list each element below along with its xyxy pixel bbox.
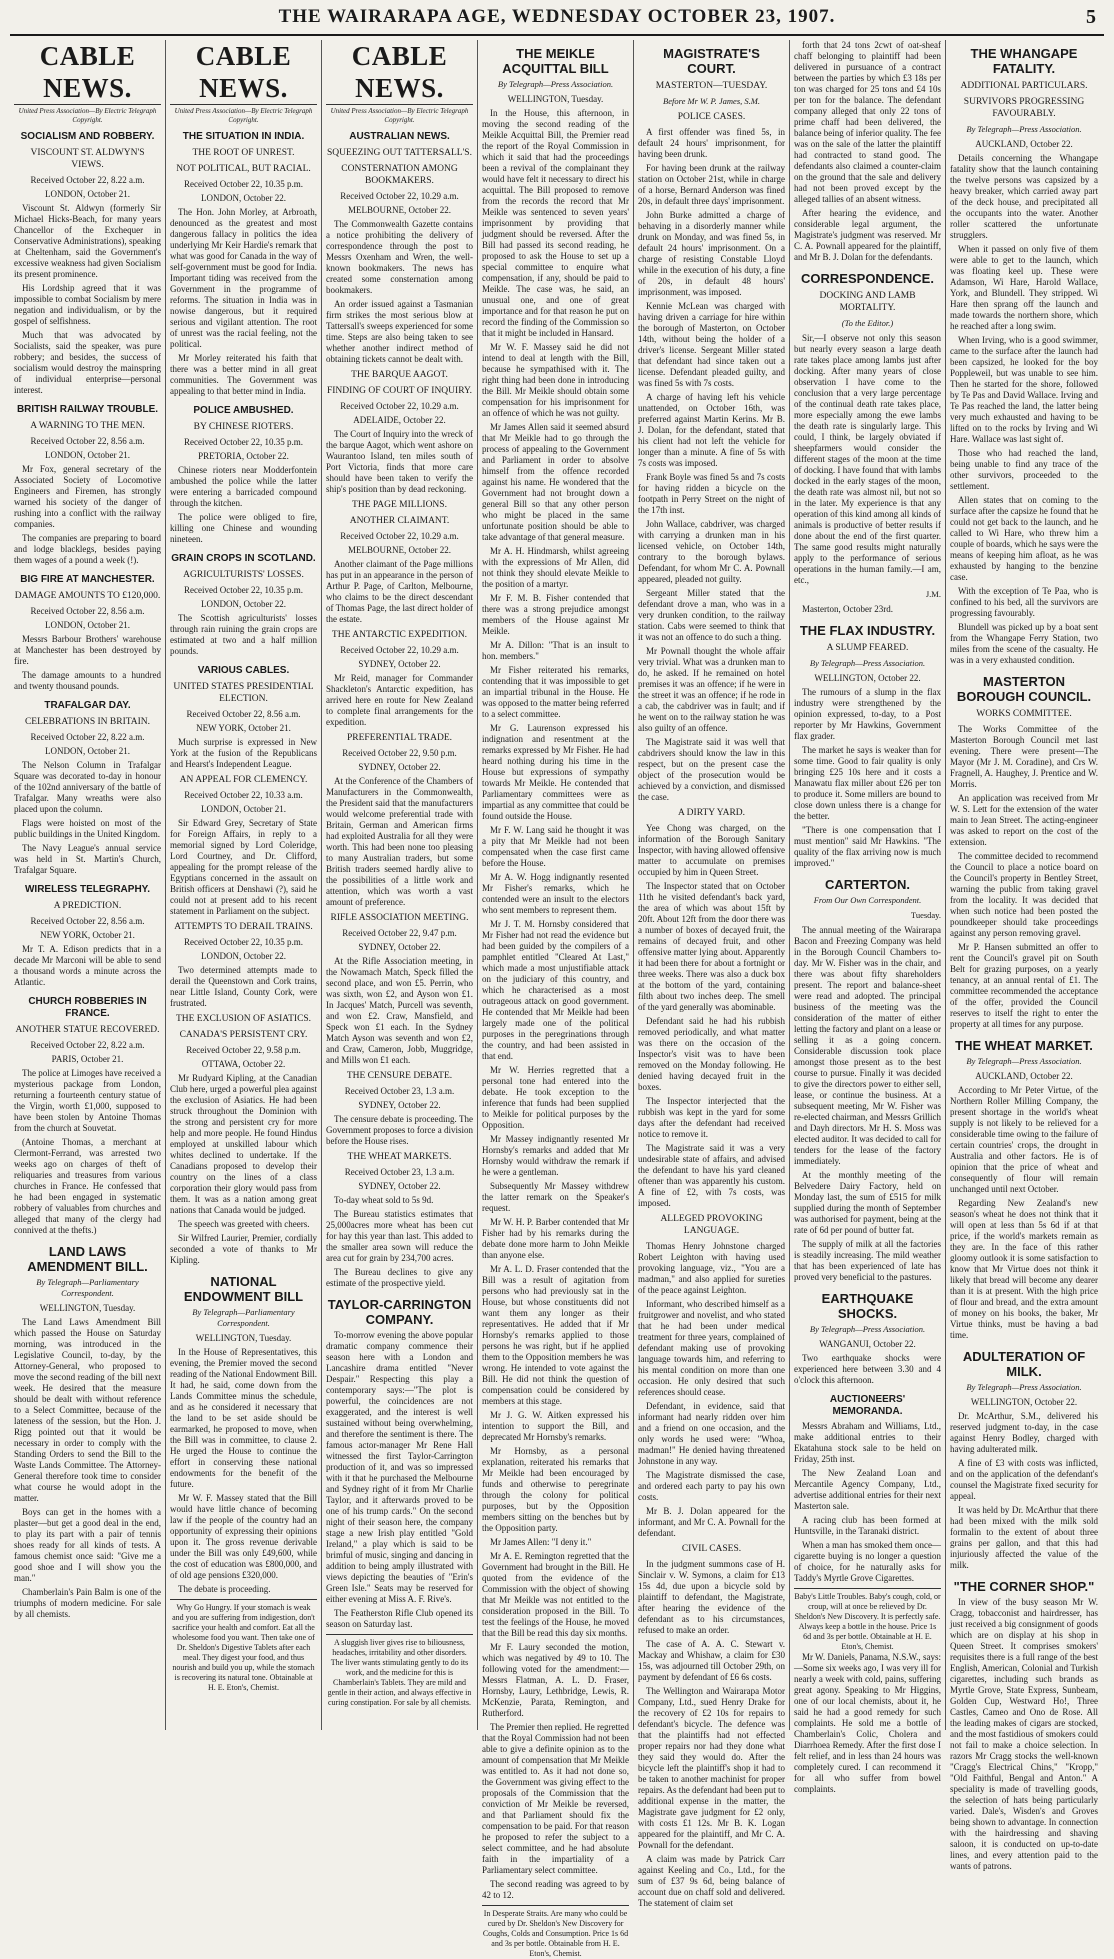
paragraph: The Court of Inquiry into the wreck of the barque Aagot, which went ashore on Waurantoo Island, ten miles south of Port Victoria, finds that more care should have been taken to verify the ship's position than by dead reckoning. <box>326 429 473 494</box>
paragraph: Mr T. A. Edison predicts that in a decade Mr Marconi will be able to send a thousand words a minute across the Atlantic. <box>14 944 161 987</box>
headline: EARTHQUAKE SHOCKS. <box>821 1291 914 1321</box>
received-line: Received October 23, 1.3 a.m. <box>344 1167 455 1177</box>
paragraph: Subsequently Mr Massey withdrew the latter remark on the Speaker's request. <box>482 1181 629 1213</box>
paragraph: The Magistrate said it was well that cabdrivers should know the law in this respect, but on the present case the object of the prosecution would be achieved by a conviction, and dismissed the case. <box>638 737 785 802</box>
received-line: Received October 22, 8.56 a.m. <box>30 916 145 926</box>
paragraph: Kennie McLean was charged with having driven a carriage for hire within the borough of Masterton, on October 14th, without being the holder of a driver's license. Sergeant Miller stated that defendant had since taken out a license. Defendant pleaded guilty, and was fined 5s with 7s costs. <box>638 301 785 388</box>
paragraph: Mr Fisher reiterated his remarks, contending that it was impossible to get an impartial tribunal in the House. He was opposed to the matter being referred to a select committee. <box>482 665 629 719</box>
paragraph: Allen states that on coming to the surface after the capsize he found that he could not get back to the launch, and he called to Wi Hare, who threw him a couple of boards, which he says were the means of keeping him afloat, as he was exhausted by hanging to the benzine case. <box>950 495 1098 582</box>
column-1 <box>10 40 166 1730</box>
paragraph: Informant, who described himself as a fruitgrower and novelist, and who stated that he had been under medical treatment for three years, complained of defendant making use of provoking language towards him, and referring to his mental condition on more than one occasion. He only desired that such references should cease. <box>638 1299 785 1397</box>
paragraph: Mr Fox, general secretary of the Associated Society of Locomotive Engineers and Firemen, has strongly warned his society of the danger of rushing into a conflict with the railway companies. <box>14 464 161 529</box>
paragraph: An application was received from Mr W. S. Lett for the extension of the water main to Jean Street. The acting-engineer was asked to report on the cost of the extension. <box>950 793 1098 847</box>
paragraph: The annual meeting of the Wairarapa Bacon and Freezing Company was held in the Borough Council Chambers to-day. Mr W. Fisher was in the chair, and there was about fifty shareholders present. The report and balance-sheet were read and adopted. The principal business of the meeting was the consideration of the matter of either letting the factory and plant on a lease or selling it as a going concern. Considerable discussion took place amongst those present as to the best course to pursue. Finally it was decided to give the directors power to either sell, lease, or continue the business. At a subsequent meeting, Mr W. Fisher was re-elected chairman, and Messrs Grillich and Dayh directors. Mr H. S. Moss was elected auditor. It was decided to call for tenders for the lease of the factory immediately. <box>794 925 941 1166</box>
dateline: WELLINGTON, Tuesday. <box>195 1333 292 1343</box>
article-fire <box>14 574 161 692</box>
paragraph: The Featherston Rifle Club opened its season on Saturday last. <box>326 1608 473 1629</box>
advertisement: A sluggish liver gives rise to biliousness, headaches, irritability and other disorders. The liver wants stimulating gently to do its work, and the medicine for this is Chamberlain's Tablets. They are mild and gentle in their action, and always effective in curing constipation. For sale by all chemists. <box>326 1634 473 1708</box>
article-land-laws <box>14 1244 161 1620</box>
paragraph: Mr A. W. Hogg indignantly resented Mr Fisher's remarks, which he contended were an insult to the electors who sent members to represent them. <box>482 872 629 915</box>
paragraph: Those who had reached the land, being unable to find any trace of the other survivors, proceeded to the settlement. <box>950 448 1098 491</box>
subheadline: CELEBRATIONS IN BRITAIN. <box>24 717 151 727</box>
dateline: NEW YORK, October 21. <box>196 723 291 733</box>
paragraph: For having been drunk at the railway station on October 21st, while in charge of a horse, Bernard Anderson was fined 20s, in default three days' imprisonment. <box>638 163 785 206</box>
article-wireless <box>14 884 161 988</box>
dateline: MASTERTON—TUESDAY. <box>655 81 768 91</box>
paragraph: In view of the busy season Mr W. Cragg, tobacconist and hairdresser, has just received a big consignment of goods which are on display at his shop in Queen Street. It comprises smokers' requisites there is a full range of the best English, American, Colonial and Turkish cigarettes, including such brands as Myrtle Grove, State Express, Sunbeam, Golden Cup, Westward Ho!, Three Castles, Cameo and Ono de Rose. All the leading makes of cigars are stocked, and the most fastidious of smokers could not fail to make a choice selection. In razors Mr Cragg stocks the well-known "Cragg's Electrical Chins," "Kropp," "Old Faithful, Bengal and Anton." A speciality is made of travelling goods, the selection of hats being particularly varied. Dale's, Wisden's and Groves being shown to advantage. In connection with the hairdressing and shaving saloon, it is conducted on up-to-date lines, and every attention paid to the wants of patrons. <box>950 1597 1098 1871</box>
paragraph: Thomas Henry Johnstone charged Robert Leighton with having used provoking language, viz., "You are a madman," and also applied for sureties of the peace against Leighton. <box>638 1241 785 1295</box>
received-line: Received October 22, 9.50 p.m. <box>342 748 457 758</box>
subheadline: PREFERENTIAL TRADE. <box>346 733 453 743</box>
masthead-title: THE WAIRARAPA AGE, WEDNESDAY OCTOBER 23, 1907. <box>278 6 836 27</box>
article-magistrates-court <box>638 46 785 1909</box>
headline: LAND LAWS AMENDMENT BILL. <box>27 1244 148 1274</box>
paragraph: Dr. McArthur, S.M., delivered his reserved judgment to-day, in the case against Henry Bodley, charged with having adulterated milk. <box>950 1411 1098 1454</box>
paragraph: The Inspector interjected that the rubbish was kept in the yard for some days after the defendant had received notice to remove it. <box>638 1096 785 1139</box>
dateline: PRETORIA, October 22. <box>198 451 289 461</box>
paragraph: Mr W. H. P. Barber contended that Mr Fisher had by his remarks during the debate done more harm to John Meikle than anyone else. <box>482 1217 629 1260</box>
paragraph: Mr A. E. Remington regretted that the Government had brought in the Bill. He quoted from the evidence of the Commission with the object of showing that Mr Meikle was not entitled to the consideration proposed in the Bill. To test the feelings of the House, he moved that the Bill be read this day six months. <box>482 1551 629 1638</box>
subheadline: ADDITIONAL PARTICULARS. <box>960 81 1088 91</box>
paragraph: Mr J. T. M. Hornsby considered that Mr Fisher had not read the evidence but had been guided by the compilers of a pamphlet entitled "Cleared At Last," which made a most unjustifiable attack on the judiciary of this country, and which he characterised as a most outrageous attack on good government. He contended that Mr Meikle had been largely made one of the political purposes in the peregrinations through the country, and had been assisted in that end. <box>482 919 629 1061</box>
paragraph: (Antoine Thomas, a merchant at Clermont-Ferrand, was arrested two weeks ago on charges of theft of reliquaries and treasures from various churches in France. He confessed that he had been engaged in systematic robbery of valuables from churches and alleged that many of the clergy had connived at the thefts.) <box>14 1137 161 1235</box>
dateline: WELLINGTON, October 22. <box>970 1397 1078 1407</box>
headline: BRITISH RAILWAY TROUBLE. <box>16 404 159 415</box>
article-wheat-market <box>950 1038 1098 1341</box>
received-line: Received October 22, 10.33 a.m. <box>184 790 303 800</box>
paragraph: A first offender was fined 5s, in default 24 hours' imprisonment, for having been drunk. <box>638 127 785 159</box>
paragraph: Masterton, October 23rd. <box>802 604 893 614</box>
article-whangape <box>950 46 1098 666</box>
copyright-line: United Press Association—By Electric Telegraph Copyright. <box>330 107 469 124</box>
page-number: 5 <box>1086 6 1096 28</box>
column-3 <box>322 40 478 1730</box>
headline: POLICE AMBUSHED. <box>193 405 294 416</box>
paragraph: Mr W. Herries regretted that a personal tone had entered into the debate. He took exception to the inference that funds had been supplied to Meikle for political purposes by the Opposition. <box>482 1065 629 1130</box>
article-trafalgar <box>14 700 161 876</box>
subheadline: POLICE CASES. <box>677 112 746 122</box>
paragraph: Chamberlain's Pain Balm is one of the triumphs of modern medicine. For sale by all chemists. <box>14 1587 161 1619</box>
dateline: WELLINGTON, October 22. <box>814 673 921 683</box>
paragraph: Mr A. Dillon: "That is an insult to hon. members." <box>482 640 629 661</box>
paragraph: The Navy League's annual service was held in St. Martin's Church, Trafalgar Square. <box>14 843 161 875</box>
paragraph: Mr F. Laury seconded the motion, which was negatived by 49 to 10. The following voted for the amendment:—Messrs Flatman, A. L. D. Fraser, Hornsby, Laury, Lethbridge, Lewis, R. McKenzie, Parata, Remington, and Rutherford. <box>482 1642 629 1718</box>
paragraph: At the Rifle Association meeting, in the Nowamach Match, Speck filled the second place, and won £5. Perrin, who was sixth, won £2, and Ayson won £1. In Jacques' Match, Purcell was seventh, and won £2. Craw, Mansfield, and Speck won £1 each. In the Sydney Match Ayson was seventh and won £2, and Craw, Cameron, Jobb, Muggridge, and Mills won £1 each. <box>326 956 473 1065</box>
paragraph: Mr A. H. Hindmarsh, whilst agreeing with the expressions of Mr Allen, did not think they should elevate Meikle to the position of a martyr. <box>482 546 629 589</box>
headline: THE MEIKLE ACQUITTAL BILL <box>502 46 609 76</box>
headline: THE WHEAT MARKET. <box>955 1038 1093 1053</box>
paragraph: Viscount St. Aldwyn (formerly Sir Michael Hicks-Beach, for many years Chancellor of the Exchequer in Conservative Administrations), speaking at Cheltenham, said the Government's excessive weakness had given Socialism its present prominence. <box>14 203 161 279</box>
received-line: Received October 22, 10.29 a.m. <box>340 191 459 201</box>
dateline: LONDON, October 22. <box>201 951 286 961</box>
paragraph: Two determined attempts made to derail the Queenstown and Cork trains, near Little Island, County Cork, were frustrated. <box>170 965 317 1008</box>
paragraph: Mr W. F. Massey said he did not intend to deal at length with the Bill, because he sympathised with it. The right thing had been done in introducing the Bill. Mr Meikle should obtain some compensation for his imprisonment for an offence of which he was not guilty. <box>482 342 629 418</box>
paragraph: Flags were hoisted on most of the public buildings in the United Kingdom. <box>14 818 161 839</box>
paragraph: The censure debate is proceeding. The Government proposes to force a division before the House rises. <box>326 1114 473 1146</box>
advertisement: Why Go Hungry. If your stomach is weak and you are suffering from indigestion, don't sacrifice your health and comfort. Eat all the wholesome food you want. Then take one of Dr. Sheldon's Digestive Tablets after each meal. They digest your food, and thus nourish and build you up, while the stomach is recovering its natural tone. Obtainable at H. E. Eton's, Chemist. <box>170 1599 317 1693</box>
cable-news-heading: CABLE NEWS. <box>326 40 473 105</box>
dateline: AUCKLAND, October 22. <box>975 1071 1073 1081</box>
headline: AUSTRALIAN NEWS. <box>349 131 450 142</box>
dateline: SYDNEY, October 22. <box>358 1100 441 1110</box>
subheadline: AN APPEAL FOR CLEMENCY. <box>179 775 308 785</box>
paragraph: The Magistrate said it was a very undesirable state of affairs, and advised the defendant to have his yard cleaned oftener than was apparently his custom. A fine of £2, with 7s costs, was imposed. <box>638 1143 785 1208</box>
subheadline: CIVIL CASES. <box>681 1544 742 1554</box>
paragraph: Regarding New Zealand's new season's wheat he does not think that it will open at less than 5s 6d if at that price, if the world's markets remain as they are. In the face of this rather gloomy outlook it is some satisfaction to know that Mr Virtue does not think it likely that bread will become any dearer than it is at present. With the high price of flour and bread, and the extra amount of money on his books, the baker, Mr Virtue thinks, must be having a bad time. <box>950 1198 1098 1340</box>
byline: By Telegraph—Parliamentary Correspondent. <box>192 1307 295 1328</box>
advertisement: In Desperate Straits. Are many who could be cured by Dr. Sheldon's New Discovery for Coughs, Colds and Consumption. Price 1s 6d and 3s per bottle. Obtainable from H. E. Eton's, Chemist. <box>482 1905 629 1959</box>
subheadline: AGRICULTURISTS' LOSSES. <box>183 570 304 580</box>
article-correspondence <box>794 271 941 615</box>
headline: SOCIALISM AND ROBBERY. <box>20 131 155 142</box>
paragraph: It was held by Dr. McArthur that there had been mixed with the milk sold formalin to the extent of about three grains per gallon, and that this had injuriously affected the value of the milk. <box>950 1505 1098 1570</box>
dateline: SYDNEY, October 22. <box>358 942 441 952</box>
paragraph: Mr Pownall thought the whole affair very trivial. What was a drunken man to do, he asked. If he remained on hotel premises it was an offence; if he were in the street it was an offence; if he rode in a cab, the cabdriver was in fault; and if he went on to the railway station he was also guilty of an offence. <box>638 646 785 733</box>
paragraph: Two earthquake shocks were experienced here between 3.30 and 4 o'clock this afternoon. <box>794 1353 941 1385</box>
dateline: LONDON, October 21. <box>201 804 286 814</box>
paragraph: Mr G. Laurenson expressed his indignation and resentment at the remarks expressed by Mr Fisher. He had heard nothing during his time in the House but expressions of sympathy towards Mr Meikle. He contended that Parliamentary committees were as impartial as any committee that could be found outside the House. <box>482 723 629 821</box>
byline: By Telegraph—Press Association. <box>966 1382 1082 1392</box>
article-meikle-bill <box>482 46 629 1959</box>
article-socialism <box>14 131 161 396</box>
article-taylor-carrington <box>326 1297 473 1708</box>
article-india <box>170 131 317 397</box>
received-line: Received October 22, 8.22 a.m. <box>30 1040 145 1050</box>
paragraph: The speech was greeted with cheers. <box>178 1219 310 1229</box>
dateline: SYDNEY, October 22. <box>358 1181 441 1191</box>
paragraph: The Premier then replied. He regretted that the Royal Commission had not been able to give a definite opinion as to the amount of compensation that Mr Meikle was entitled to. As it had not done so, the Government was giving effect to the proposals of the Commission that the conviction of Mr Meikle be reversed, and that Parliament should fix the compensation to be paid. For that reason he proposed to refer the subject to a select committee, and he had absolute faith in the impartiality of a Parliamentary select committee. <box>482 1722 629 1875</box>
paragraph: A racing club has been formed at Huntsville, in the Taranaki district. <box>794 1515 941 1536</box>
subheadline: DAMAGE AMOUNTS TO £120,000. <box>14 591 161 601</box>
paragraph: The case of A. A. C. Stewart v. Mackay and Whishaw, a claim for £30 15s, was adjourned till October 29th, on payment by defendant of £6 6s costs. <box>638 1639 785 1682</box>
received-line: Received October 22, 8.56 a.m. <box>30 606 145 616</box>
paragraph: The rumours of a slump in the flax industry were strengthened by the opinion expressed, to-day, to a Post reporter by Mr Hawkins, Government flax grader. <box>794 687 941 741</box>
paragraph: The Commonwealth Gazette contains a notice prohibiting the delivery of correspondence through the post to Messrs Oxenham and Wren, the well-known bookmakers. The news has created some consternation among bookmakers. <box>326 219 473 295</box>
paragraph: A charge of having left his vehicle unattended, on October 16th, was preferred against Martin Kerins. Mr B. J. Dolan, for the defendant, stated that his client had not left the vehicle for longer than a minute. A fine of 5s with 7s costs was imposed. <box>638 392 785 468</box>
received-line: Received October 22, 10.29 a.m. <box>340 645 459 655</box>
paragraph: When Irving, who is a good swimmer, came to the surface after the launch had been capsized, he looked for the boy Poppleweil, but was unable to see him. Then he started for the shore, followed by Te Pas and David Wallace. Irving and Te Pas reached the land, the latter being very much exhausted and having to be lifted on to the rocks by Irving and Wi Hare. Wallace was last sight of. <box>950 335 1098 444</box>
headline: TRAFALGAR DAY. <box>44 700 131 711</box>
subheadline: SQUEEZING OUT TATTERSALL'S. <box>327 148 472 158</box>
paragraph: The Scottish agriculturists' losses through rain ruining the grain crops are estimated at two and a half million pounds. <box>170 613 317 656</box>
article-auctioneers <box>794 1394 941 1795</box>
paragraph: Mr Morley reiterated his faith that there was a better mind in all great communities. The Government was appealing to that better mind in India. <box>170 353 317 396</box>
dateline: OTTAWA, October 22. <box>201 1059 286 1069</box>
subheadline: THE EXCLUSION OF ASIATICS. <box>175 1014 312 1024</box>
subheadline: A WARNING TO THE MEN. <box>30 421 145 431</box>
paragraph: Mr Hornsby, as a personal explanation, reiterated his remarks that Mr Meikle had been encouraged by funds and otherwise to peregrinate through the colony for political purposes, but by the Opposition members sitting on the benches but by the Opposition party. <box>482 1446 629 1533</box>
subheadline: A DIRTY YARD. <box>677 808 746 818</box>
paragraph: Sir,—I observe not only this season but nearly every season a large death rate takes place among lambs just after docking. After many years of close observation I have come to the conclusion that a very large percentage of the continual death rate takes place, more especially among the ewe lambs the death rate is singularly large. This could, I think, be largely obviated if sheepfarmers would consider the different stages of the moon at the time of docking. I have found that with lambs docked in the early stages of the moon, the death rate was almost nil, but not so in the later. My experience is that any operation of this kind among all kinds of animals is productive of better results if done about the end of the first quarter. The same good results might naturally apply to the performance of serious operations in the human family.—I am, etc., <box>794 333 941 585</box>
paragraph: The Land Laws Amendment Bill which passed the House on Saturday morning, was introduced in the Legislative Council, to-day, by the Attorney-General, who proposed to move the second reading of the bill next week. He desired that the measure should be dealt with without reference to a Select Committee, because of the lateness of the session, but the Hon. J. Rigg pointed out that it would be necessary in order to comply with the Standing Orders to send the Bill to the Waste Lands Committee. The Attorney-General therefore took time to consider what course he would adopt in the matter. <box>14 1317 161 1503</box>
headline: THE FLAX INDUSTRY. <box>799 623 936 638</box>
advertisement: Baby's Little Troubles. Baby's cough, cold, or croup, will at once be relieved by Dr. Sheldon's New Discovery. It is perfectly safe. Always keep a bottle in the house. Price 1s 6d and 3s per bottle. Obtainable at H. E. Eton's, Chemist. <box>794 1588 941 1652</box>
dateline: NEW YORK, October 21. <box>40 930 135 940</box>
paragraph: Defendant, in evidence, said that informant had nearly ridden over him and a friend on one occasion, and the only words he used were: "Whoa, madman!" He denied having threatened Johnstone in any way. <box>638 1401 785 1466</box>
received-line: Received October 22, 8.56 a.m. <box>186 709 301 719</box>
paragraph: John Burke admitted a charge of behaving in a disorderly manner while drunk on Monday, and was fined 5s, in default 24 hours' imprisonment. On a charge of resisting Constable Lloyd while in the execution of his duty, a fine of 20s, in default 48 hours' imprisonment, was imposed. <box>638 210 785 297</box>
received-line: Received October 22, 10.29 a.m. <box>340 531 459 541</box>
byline: By Telegraph—Press Association. <box>809 1324 926 1334</box>
byline: By Telegraph—Parliamentary Correspondent. <box>36 1277 139 1298</box>
paragraph: Blundell was picked up by a boat sent from the Whangape Ferry Station, two miles from the scene of the casualty. He was in a very exhausted condition. <box>950 622 1098 665</box>
subheadline: UNITED STATES PRESIDENTIAL ELECTION. <box>173 682 314 704</box>
headline: BIG FIRE AT MANCHESTER. <box>20 574 155 585</box>
article-national-endowment <box>170 1274 317 1693</box>
headline: AUCTIONEERS' MEMORANDA. <box>829 1394 906 1417</box>
signature: J.M. <box>925 589 941 599</box>
masthead <box>10 6 1104 36</box>
paragraph: Mr James Allen: "I deny it." <box>490 1537 592 1547</box>
subheadline: ANOTHER CLAIMANT. <box>349 516 450 526</box>
article-earthquake <box>794 1291 941 1386</box>
dateline: LONDON, October 22. <box>201 193 286 203</box>
paragraph: Mr F. W. Lang said he thought it was a pity that Mr Meikle had not been compensated when the case first came before the House. <box>482 825 629 868</box>
paragraph: Messrs Barbour Brothers' warehouse at Manchester has been destroyed by fire. <box>14 634 161 666</box>
headline: "THE CORNER SHOP." <box>953 1579 1095 1594</box>
headline: GRAIN CROPS IN SCOTLAND. <box>171 553 316 564</box>
paragraph: According to Mr Peter Virtue, of the Northern Roller Milling Company, the present shortage in the world's wheat supply is not likely to be relieved for a considerable time owing to the failure of certain countries' crops, the drought in Australia and other factors. He is of opinion that the price of wheat and consequently of flour will remain unchanged until next October. <box>950 1085 1098 1194</box>
subheadline: THE PAGE MILLIONS. <box>352 500 447 510</box>
headline: CORRESPONDENCE. <box>801 271 934 286</box>
dateline: SYDNEY, October 22. <box>358 762 441 772</box>
paragraph: When a man has smoked them once—cigarette buying is no longer a question of choice, for he naturally asks for Taddy's Myrtle Grove Cigarettes. <box>794 1540 941 1583</box>
received-line: Received October 23, 1.3 a.m. <box>344 1086 455 1096</box>
paragraph: The debate is proceeding. <box>178 1584 271 1594</box>
paragraph: In the House, this afternoon, in moving the second reading of the Meikle Acquittal Bill, the Premier read the report of the Royal Commission in which it said that had the proceedings been a revival of the complainant they would have felt it necessary to direct his acquittal. The Bill proposed to remove from the records the record that Mr Meikle was sentenced to seven years' imprisonment by providing that judgment should be reversed. After the Bill had passed its second reading, he proposed to ask the House to set up a special committee to enquire what compensation, if any, should be paid to Meikle. The case was, he said, an unusual one, and one of great importance and for that reason he put on record the finding of the Commission so that it might be included in Hansard. <box>482 108 629 338</box>
paragraph: To-day wheat sold to 5s 9d. <box>334 1195 434 1205</box>
copyright-line: United Press Association—By Electric Telegraph Copyright. <box>18 107 157 124</box>
paragraph: A claim was made by Patrick Carr against Keeling and Co., Ltd., for the sum of £37 9s 6d, being balance of account due on chaff sold and delivered. The statement of claim set <box>638 1854 785 1908</box>
paragraph: After hearing the evidence, and considerable legal argument, the Magistrate's judgment was reserved. Mr C. A. Pownall appeared for the plaintiff, and Mr B. J. Dolan for the defendants. <box>794 208 941 262</box>
paragraph: Mr James Allen said it seemed absurd that Mr Meikle had to go through the process of appealing to the Government and Parliament in order to absolve himself from the offence recorded against his name. He wondered that the Government had not brought down a general Bill so that any other person who might be placed in the same unfortunate position should be able to take advantage of that general measure. <box>482 422 629 542</box>
dateline: ADELAIDE, October 22. <box>353 415 446 425</box>
received-line: Received October 22, 8.22 a.m. <box>30 732 145 742</box>
subheadline: CONSTERNATION AMONG BOOKMAKERS. <box>341 164 458 186</box>
paragraph: Sir Wilfred Laurier, Premier, cordially seconded a vote of thanks to Mr Kipling. <box>170 1233 317 1265</box>
paragraph: The Magistrate dismissed the case, and ordered each party to pay his own costs. <box>638 1470 785 1502</box>
headline: WIRELESS TELEGRAPHY. <box>24 884 150 895</box>
dateline: MELBOURNE, October 22. <box>348 205 451 215</box>
article-various-cables <box>170 665 317 1266</box>
subheadline: THE ROOT OF UNREST. <box>192 148 295 158</box>
headline: NATIONAL ENDOWMENT BILL <box>183 1274 304 1304</box>
byline: By Telegraph—Press Association. <box>966 1056 1082 1066</box>
received-line: Received October 22, 10.29 a.m. <box>340 401 459 411</box>
copyright-line: United Press Association—By Electric Telegraph Copyright. <box>174 107 313 124</box>
paragraph: Much that was advocated by Socialists, said the speaker, was pure robbery; and besides, the success of socialism would destroy the mainspring of individual enterprise—personal interest. <box>14 330 161 395</box>
received-line: Received October 22, 9.58 p.m. <box>186 1045 301 1055</box>
byline: By Telegraph—Press Association. <box>497 79 614 89</box>
presiding-line: Before Mr W. P. James, S.M. <box>663 96 760 106</box>
dateline: AUCKLAND, October 22. <box>975 139 1073 149</box>
article-australian-news <box>326 131 473 1289</box>
paragraph: In the House of Representatives, this evening, the Premier moved the second reading of the National Endowment Bill. It had, he said, come down from the Lands Committee minus the schedule, and as he considered it necessary that the land to be set aside should be earmarked, he proposed to move, when the Bill was in committee, to clause 2. He urged the House to continue the effort in conserving these national endowments for the benefit of the future. <box>170 1347 317 1489</box>
dateline: SYDNEY, October 22. <box>358 659 441 669</box>
received-line: Received October 22, 8.22 a.m. <box>30 175 145 185</box>
column-5 <box>634 40 790 1908</box>
paragraph: Mr P. Hansen submitted an offer to rent the Council's gravel pit on South Belt for grazing purposes, on a yearly tenancy, at an annual rental of £1. The committee recommended the acceptance of the offer, provided the Council reserves to itself the right to enter the property at all times for any purpose. <box>950 942 1098 1029</box>
subheadline: WORKS COMMITTEE. <box>976 709 1072 719</box>
subheadline: FINDING OF COURT OF INQUIRY. <box>326 386 473 396</box>
paragraph: The Bureau declines to give any estimate of the prospective yield. <box>326 1267 473 1288</box>
paragraph: With the exception of Te Paa, who is confined to his bed, all the survivors are progressing favourably. <box>950 586 1098 618</box>
dateline: PARIS, October 21. <box>51 1054 124 1064</box>
dateline: LONDON, October 21. <box>45 620 130 630</box>
subheadline: ANOTHER STATUE RECOVERED. <box>15 1025 160 1035</box>
subheadline: ALLEGED PROVOKING LANGUAGE. <box>660 1214 763 1236</box>
paragraph: At the Conference of the Chambers of Manufacturers in the Commonwealth, the President said that the manufacturers would welcome preferential trade with Britain, German and American firms had exploited Australia for all they were worth. This had been none too pleasing to many Australian traders, but some British traders seemed hardly alive to the possibilities of a little work and attention, which was worth a vast amount of preference. <box>326 776 473 907</box>
paragraph: The Inspector stated that on October 11th he visited defendant's back yard, the area of which was about 15ft by 20ft. About 12ft from the door there was a number of boxes of decayed fruit, the remains of decayed fruit, and other offensive matter lying about. Apparently it had been there for about a fortnight or three weeks. There was also a duck box at the bottom of the yard, containing filth about two inches deep. The smell of the yard generally was abominable. <box>638 881 785 1012</box>
article-corner-shop <box>950 1579 1098 1872</box>
headline: MASTERTON BOROUGH COUNCIL. <box>956 674 1092 704</box>
dateline: LONDON, October 21. <box>45 450 130 460</box>
subheadline: THE BARQUE AAGOT. <box>351 370 448 380</box>
paragraph: The police were obliged to fire, killing one Chinese and wounding nineteen. <box>170 512 317 544</box>
dateline: LONDON, October 21. <box>45 746 130 756</box>
paragraph: The market he says is weaker than for some time. Good to fair quality is only bringing £25 10s here and it costs a Manawatu flax miller about £26 per ton to produce it. Some millers are bound to close down unless there is a change for the better. <box>794 745 941 821</box>
paragraph: Mr A. L. D. Fraser contended that the Bill was a result of agitation from persons who had previously sat in the House, but whose constituents did not want them any longer as their representatives. He added that if Mr Hornsby's remarks applied to those persons he was right, but if he applied them to the Opposition members he was wrong. He intended to vote against the Bill. He did not think the question of compensation could be considered by members at this stage. <box>482 1264 629 1406</box>
paragraph: Chinese rioters near Modderfontein ambushed the police while the latter were entering a barricaded compound through the kitchen. <box>170 465 317 508</box>
headline: TAYLOR-CARRINGTON COMPANY. <box>327 1297 472 1327</box>
subheadline: VISCOUNT ST. ALDWYN'S VIEWS. <box>30 148 145 170</box>
article-grain-crops <box>170 553 317 657</box>
dateline: WELLINGTON, Tuesday. <box>507 94 604 104</box>
dateline: MELBOURNE, October 22. <box>348 545 451 555</box>
subheadline: SURVIVORS PROGRESSING FAVOURABLY. <box>963 97 1085 119</box>
paragraph: "There is one compensation that I must mention" said Mr Hawkins. "The quality of the flax arriving now is much improved." <box>794 825 941 868</box>
dateline: WANGANUI, October 22. <box>819 1339 916 1349</box>
article-railway <box>14 404 161 566</box>
dateline: Tuesday. <box>910 910 941 920</box>
subheadline: THE WHEAT MARKETS. <box>347 1152 452 1162</box>
paragraph: The Nelson Column in Trafalgar Square was decorated to-day in honour of the 102nd anniversary of the battle of Trafalgar. Many wreaths were also placed upon the column. <box>14 760 161 814</box>
subheadline: ATTEMPTS TO DERAIL TRAINS. <box>174 922 313 932</box>
cable-news-heading: CABLE NEWS. <box>170 40 317 105</box>
paragraph: The companies are preparing to board and lodge blacklegs, besides paying them wages of a pound a week (!). <box>14 533 161 565</box>
subheadline: BY CHINESE RIOTERS. <box>193 422 294 432</box>
headline: VARIOUS CABLES. <box>197 665 290 676</box>
paragraph: Messrs Abraham and Williams, Ltd., make additional entries to their Ekatahuna stock sale to be held on Friday, 25th inst. <box>794 1421 941 1464</box>
subheadline: A SLUMP FEARED. <box>826 643 909 653</box>
paragraph: The New Zealand Loan and Mercantile Agency Company, Ltd., advertise additional entries for their next Masterton sale. <box>794 1468 941 1511</box>
editor-line: (To the Editor.) <box>841 318 894 328</box>
article-police-ambushed <box>170 405 317 545</box>
received-line: Received October 22, 10.35 p.m. <box>184 937 303 947</box>
headline: CARTERTON. <box>825 877 910 892</box>
paragraph: The Works Committee of the Masterton Borough Council met last evening. There were present—The Mayor (Mr J. M. Coradine), and Crs W. Fragnell, A. Haughey, J. Prentice and W. Morris. <box>950 724 1098 789</box>
received-line: Received October 22, 10.35 p.m. <box>184 179 303 189</box>
paragraph: Mr W. F. Massey stated that the Bill would have little chance of becoming law if the people of the country had an opportunity of expressing their opinions upon it. The gross revenue derivable under the Bill was only £49,600, while the cost of education was £800,000, and of old age pensions £320,000. <box>170 1493 317 1580</box>
paragraph: To-morrow evening the above popular dramatic company commence their season here with a London and Lancashire drama entitled "Never Despair." Respecting this play a contemporary says:—"The plot is powerful, the coincidences are not exaggerated, and the interest is well sustained without being overwhelming, and therefore the sentiment is there. The famous actor-manager Mr Rene Hall witnessed the first Taylor-Carrington production of it, and was so impressed with it that he purchased the Melbourne and Sydney right of it from Mr Charlie Taylor, and it afterwards proved to be one of his trump cards." On the second night of their season here, the company stage a new Irish play entitled "Gold Ireland," a play which is said to be brimful of music, singing and dancing in addition to being amply illustrated with views depicting the beauties of "Erin's Green Isle." Seats may be reserved for either evening at Miss A. F. Rive's. <box>326 1330 473 1604</box>
column-4 <box>478 40 634 1958</box>
byline: By Telegraph—Press Association. <box>809 658 926 668</box>
paragraph: Mr B. J. Dolan appeared for the informant, and Mr C. A. Pownall for the defendant. <box>638 1506 785 1538</box>
paragraph: A fine of £3 with costs was inflicted, and on the application of the defendant's counsel the Magistrate fixed security for appeal. <box>950 1458 1098 1501</box>
paragraph: When it passed on only five of them were able to get to the launch, which was floating keel up. These were Adamson, Wi Hare, Harold Wallace, York, and Blundell. They stripped. Wi Hare then sprang off the launch and made towards the northern shore, which he reached after a long swim. <box>950 244 1098 331</box>
paragraph: The damage amounts to a hundred and twenty thousand pounds. <box>14 670 161 691</box>
paragraph: Boys can get in the homes with a plaster—but get a good deal in the end, to play its part with a pair of tennis shoes ready for all kinds of tests. A famous chemist once said: "Give me a good shoe and I will show you the man." <box>14 1507 161 1583</box>
byline: By Telegraph—Press Association. <box>966 124 1082 134</box>
paragraph: The supply of milk at all the factories is steadily increasing. The mild weather that has been experienced of late has proved very beneficial to the pastures. <box>794 1239 941 1282</box>
received-line: Received October 22, 8.56 a.m. <box>30 436 145 446</box>
headline: MAGISTRATE'S COURT. <box>663 46 760 76</box>
paragraph: Mr J. G. W. Aitken expressed his intention to support the Bill, and deprecated Mr Hornsby's remarks. <box>482 1410 629 1442</box>
article-court-continued <box>794 40 941 263</box>
article-flax-industry <box>794 623 941 869</box>
paragraph: The Hon. John Morley, at Arbroath, denounced as the greatest and most dangerous fallacy in politics the idea underlying Mr Keir Hardie's remark that what was good for Canada in the way of self-government must be good for India. Important tiding was received from the Government in the programme of reforms. The situation in India was in nowise dangerous, but it required serious and vigilant attention. The root of unrest was the racial feeling, not the political. <box>170 207 317 349</box>
paragraph: Sir Edward Grey, Secretary of State for Foreign Affairs, in reply to a memorial signed by Lord Coleridge, Lord Courtney, and Dr. Clifford, appealing for the prompt release of the Egyptians concerned in the assault on British officers at Denshawi (?), said he could not at present add to his recent statement in Parliament on the subject. <box>170 818 317 916</box>
paragraph: John Wallace, cabdriver, was charged with carrying a drunken man in his licensed vehicle, on October 14th, contrary to the borough bylaws. Defendant, for whom Mr C. A. Pownall appeared, pleaded not guilty. <box>638 519 785 584</box>
received-line: Received October 22, 10.35 p.m. <box>184 585 303 595</box>
column-7 <box>946 40 1102 1871</box>
dateline: LONDON, October 22. <box>201 599 286 609</box>
paragraph: The Bureau statistics estimates that 25,000acres more wheat has been cut for hay this year than last. This added to the smaller area sown will reduce the area cut for grain by 234,700 acres. <box>326 1209 473 1263</box>
subheadline: THE ANTARCTIC EXPEDITION. <box>331 630 468 640</box>
paragraph: Mr Reid, manager for Commander Shackleton's Antarctic expedition, has arrived here en route for New Zealand to complete final arrangements for the expedition. <box>326 673 473 727</box>
paragraph: Mr Massey indignantly resented Mr Hornsby's remarks and added that Mr Hornsby would withdraw the remark if he were a gentleman. <box>482 1134 629 1177</box>
paragraph: Sergeant Miller stated that the defendant drove a man, who was in a very drunken condition, to the railway station. Cabs were seemed to think that it was not an offence to do such a thing. <box>638 588 785 642</box>
cable-news-heading: CABLE NEWS. <box>14 40 161 105</box>
subheadline: CANADA'S PERSISTENT CRY. <box>179 1030 308 1040</box>
column-2 <box>166 40 322 1730</box>
paragraph: The police at Limoges have received a mysterious package from London, returning a fourteenth century statue of the Virgin, worth £1,000, supposed to have been stolen by Antoine Thomas from the church at Souvetat. <box>14 1068 161 1133</box>
paragraph: In the judgment summons case of H. Sinclair v. W. Symons, a claim for £13 15s 4d, due upon a bicycle sold by plaintiff to defendant, the Magistrate, after hearing the evidence of the defendant as to his circumstances, refused to make an order. <box>638 1559 785 1635</box>
paragraph: At the monthly meeting of the Belvedere Dairy Factory, held on Monday last, the sum of £515 for milk supplied during the month of September was authorised for payment, being at the rate of 6d per pound of butter fat. <box>794 1170 941 1235</box>
headline: ADULTERATION OF MILK. <box>962 1349 1086 1379</box>
headline: THE WHANGAPE FATALITY. <box>970 46 1078 76</box>
paragraph: Details concerning the Whangape fatality show that the launch containing the twelve persons was capsized by a heavy breaker, which carried away part of the deck house, and precipitated all the occupants into the water. Another roller scattered the unfortunate strugglers. <box>950 153 1098 240</box>
column-6 <box>790 40 946 1794</box>
paragraph: Yee Chong was charged, on the information of the Borough Sanitary Inspector, with having allowed offensive matter to accumulate on premises occupied by him in Queen Street. <box>638 823 785 877</box>
columns <box>10 40 1104 1958</box>
paragraph: The committee decided to recommend the Council to place a notice board on the Council's property in Bentley Street, warning the public from taking gravel from the locality. It was decided that when such notice had been posted the poundkeeper should take proceedings against any person removing gravel. <box>950 851 1098 938</box>
paragraph: Frank Boyle was fined 5s and 7s costs for having ridden a bicycle on the footpath in Perry Street on the night of the 17th inst. <box>638 472 785 515</box>
dateline: WELLINGTON, Tuesday. <box>39 1303 136 1313</box>
paragraph: The Wellington and Wairarapa Motor Company, Ltd., sued Henry Drake for the recovery of £2 10s for repairs to defendant's bicycle. The defence was that the plaintiffs had not effected proper repairs nor had they done what they said they would do. After the bicycle left the plaintiff's shop it had to be taken to another machinist for proper repairs. As the defendant had been put to additional expense in the matter, the Magistrate gave judgment for £2 only, with costs £1 12s. Mr B. K. Logan appeared for the plaintiff, and Mr C. A. Pownall for the defendant. <box>638 1686 785 1850</box>
subheadline: NOT POLITICAL, BUT RACIAL. <box>176 164 311 174</box>
dateline: LONDON, October 21. <box>45 189 130 199</box>
subheadline: DOCKING AND LAMB MORTALITY. <box>819 291 916 313</box>
headline: THE SITUATION IN INDIA. <box>182 131 305 142</box>
article-borough-council <box>950 674 1098 1030</box>
subheadline: A PREDICTION. <box>53 901 122 911</box>
headline: CHURCH ROBBERIES IN FRANCE. <box>28 996 147 1019</box>
subheadline: RIFLE ASSOCIATION MEETING. <box>330 913 469 923</box>
paragraph: An order issued against a Tasmanian firm strikes the most serious blow at Tattersall's sweeps experienced for some time. Steps are also being taken to see whether another indirect method of obtaining tickets cannot be dealt with. <box>326 299 473 364</box>
paragraph: The second reading was agreed to by 42 to 12. <box>482 1879 629 1900</box>
received-line: Received October 22, 10.35 p.m. <box>184 437 303 447</box>
paragraph: Much surprise is expressed in New York at the fusion of the Republicans and Hearst's Independent League. <box>170 737 317 769</box>
article-church-robberies <box>14 996 161 1236</box>
paragraph: forth that 24 tons 2cwt of oat-sheaf chaff belonging to plaintiff had been delivered in pursuance of a contract between the parties by which £3 18s per ton was charged for 25 tons and £4 10s per ton for the balance. The defendant company alleged that only 22 tons of prime chaff had been delivered, the balance being of inferior quality. The fee was on the sale of the latter the plaintiff had contracted to stand good. The defendants also claimed a counter-claim on the ground that the sale and delivery had not been proved except by the alleged tallies of an absent witness. <box>794 40 941 204</box>
paragraph: Defendant said he had his rubbish removed periodically, and what matter was there on the occasion of the Inspector's visit was to have been removed on the Monday following. He denied having decayed fruit in the boxes. <box>638 1016 785 1092</box>
paragraph: His Lordship agreed that it was impossible to combat Socialism by mere negation and individualism, or by the gospel of selfishness. <box>14 283 161 326</box>
paragraph: Mr F. M. B. Fisher contended that there was a strong prejudice amongst members of the House against Mr Meikle. <box>482 593 629 636</box>
article-carterton <box>794 877 941 1283</box>
paragraph: Mr W. Daniels, Panama, N.S.W., says:—Some six weeks ago, I was very ill for nearly a week with cold, pains, suffering great agony. Speaking to Mr Higgins, one of our local chemists, about it, he said he had a good remedy for such complaints. He sold me a bottle of Chamberlain's Colic, Cholera and Diarrhoea Remedy. After the first dose I felt relief, and in less than 24 hours was completely cured. I can recommend it for all who suffer from bowel complaints. <box>794 1652 941 1794</box>
paragraph: Another claimant of the Page millions has put in an appearance in the person of Arthur P. Page, of Carlton, Melbourne, who claims to be the direct descendant of Thomas Page, the last direct holder of the estate. <box>326 559 473 624</box>
subheadline: THE CENSURE DEBATE. <box>346 1071 453 1081</box>
byline: From Our Own Correspondent. <box>813 895 922 905</box>
received-line: Received October 22, 9.47 p.m. <box>342 928 457 938</box>
article-milk-adulteration <box>950 1349 1098 1571</box>
paragraph: Mr Rudyard Kipling, at the Canadian Club here, urged a powerful plea against the exclusion of Asiatics. He had been struck throughout the Dominion with the strong and persistent cry for more help and more people. He found Hindus employed at unskilled labour which whites declined to undertake. If the Canadians proposed to develop their country on the lines of a class corporation their glory would pass from them. It was as a nation among great nations that Canada would be judged. <box>170 1073 317 1215</box>
